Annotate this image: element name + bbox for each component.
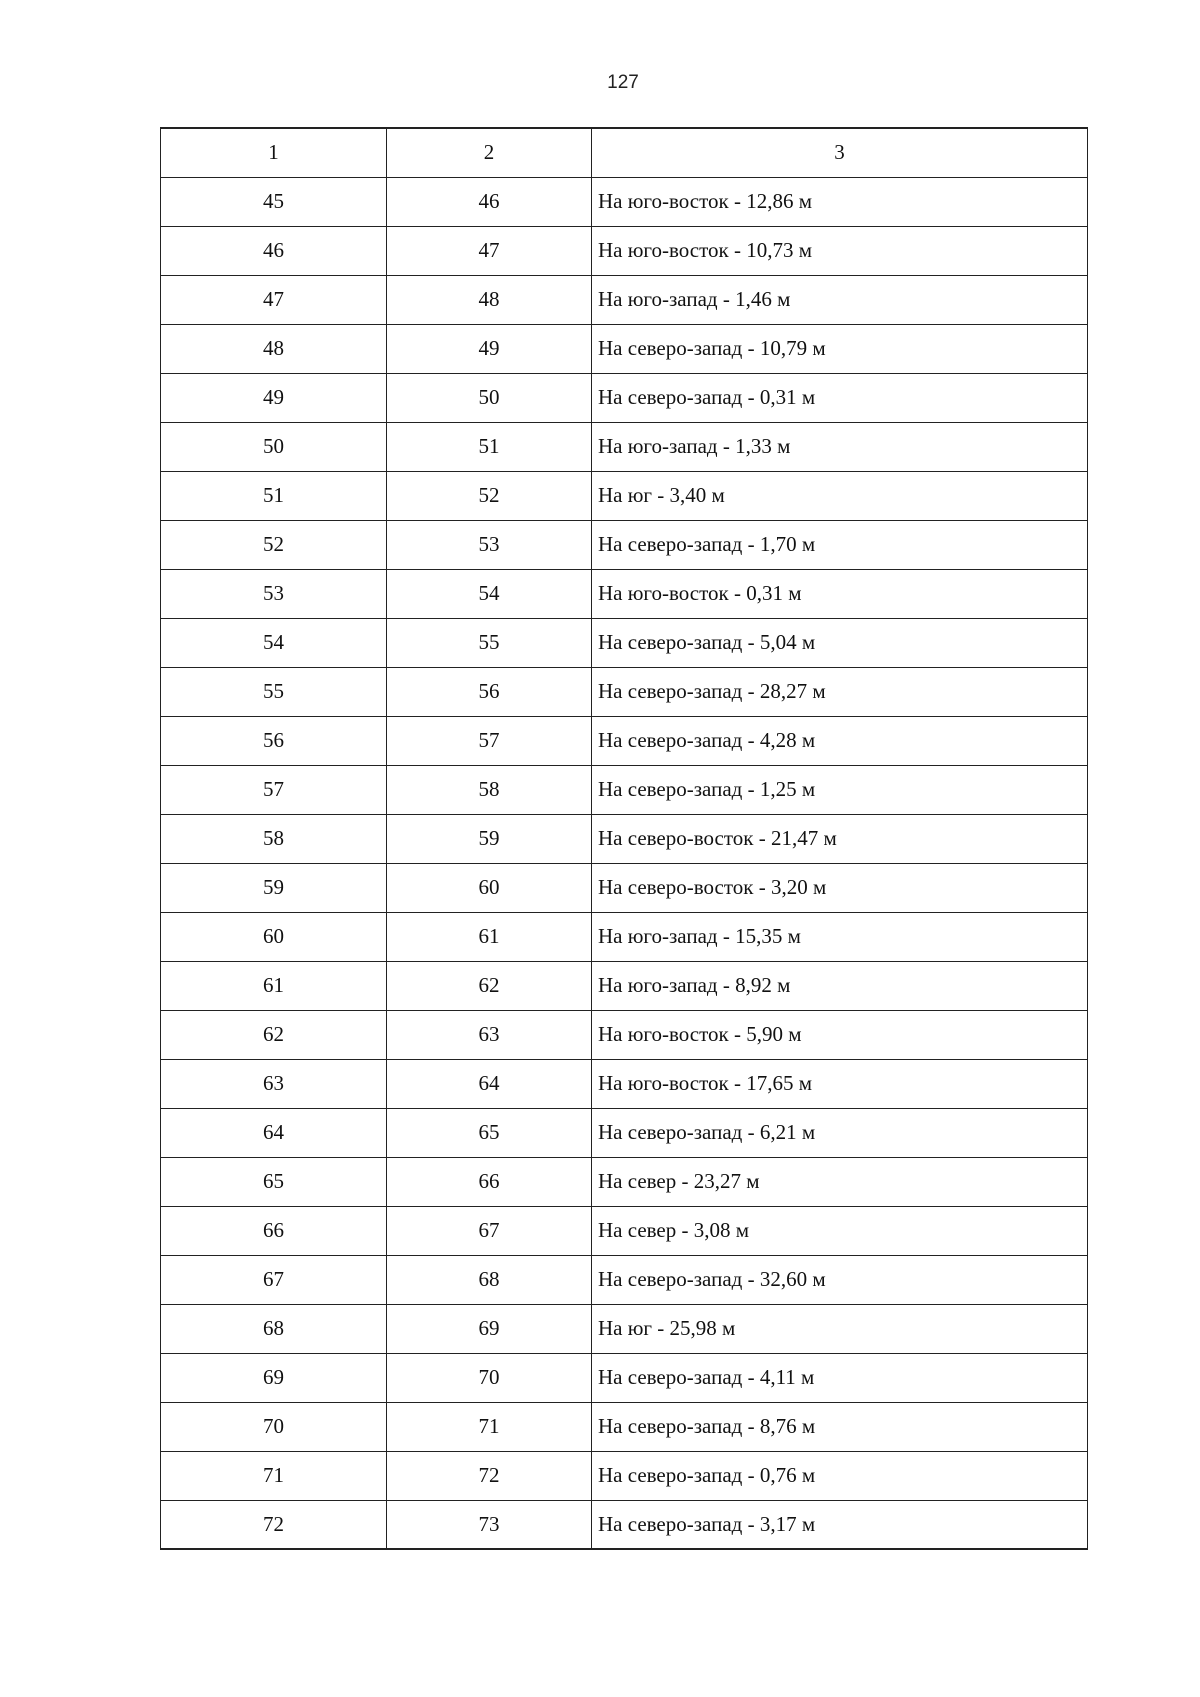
from-point-cell: 56 [161, 716, 387, 765]
from-point-cell: 60 [161, 912, 387, 961]
from-point-cell: 52 [161, 520, 387, 569]
direction-distance-cell: На северо-запад - 4,28 м [592, 716, 1088, 765]
from-point-cell: 68 [161, 1304, 387, 1353]
to-point-cell: 48 [387, 275, 592, 324]
to-point-cell: 56 [387, 667, 592, 716]
direction-distance-cell: На юго-восток - 12,86 м [592, 177, 1088, 226]
table-row [161, 226, 1088, 275]
to-point-cell: 69 [387, 1304, 592, 1353]
direction-distance-cell: На северо-запад - 8,76 м [592, 1402, 1088, 1451]
to-point-cell: 72 [387, 1451, 592, 1500]
from-point-cell: 66 [161, 1206, 387, 1255]
direction-distance-cell: На юго-восток - 10,73 м [592, 226, 1088, 275]
to-point-cell: 49 [387, 324, 592, 373]
table-row [161, 863, 1088, 912]
direction-distance-cell: На северо-восток - 3,20 м [592, 863, 1088, 912]
from-point-cell: 69 [161, 1353, 387, 1402]
direction-distance-cell: На юг - 3,40 м [592, 471, 1088, 520]
from-point-cell: 55 [161, 667, 387, 716]
to-point-cell: 46 [387, 177, 592, 226]
table-row [161, 765, 1088, 814]
direction-distance-cell: На северо-запад - 10,79 м [592, 324, 1088, 373]
to-point-cell: 55 [387, 618, 592, 667]
to-point-cell: 70 [387, 1353, 592, 1402]
from-point-cell: 63 [161, 1059, 387, 1108]
from-point-cell: 51 [161, 471, 387, 520]
to-point-cell: 50 [387, 373, 592, 422]
from-point-cell: 64 [161, 1108, 387, 1157]
table-row [161, 912, 1088, 961]
direction-distance-cell: На северо-запад - 6,21 м [592, 1108, 1088, 1157]
direction-distance-cell: На северо-запад - 3,17 м [592, 1500, 1088, 1549]
from-point-cell: 53 [161, 569, 387, 618]
direction-distance-cell: На юго-восток - 0,31 м [592, 569, 1088, 618]
direction-distance-cell: На северо-запад - 5,04 м [592, 618, 1088, 667]
direction-distance-cell: На северо-запад - 32,60 м [592, 1255, 1088, 1304]
table-row [161, 569, 1088, 618]
to-point-cell: 52 [387, 471, 592, 520]
table-row [161, 1157, 1088, 1206]
from-point-cell: 58 [161, 814, 387, 863]
table-row [161, 177, 1088, 226]
table-body [161, 128, 1088, 1549]
from-point-cell: 71 [161, 1451, 387, 1500]
to-point-cell: 66 [387, 1157, 592, 1206]
table-row [161, 1451, 1088, 1500]
direction-distance-cell: На юго-восток - 17,65 м [592, 1059, 1088, 1108]
direction-distance-cell: На юго-запад - 8,92 м [592, 961, 1088, 1010]
table-row [161, 1255, 1088, 1304]
to-point-cell: 47 [387, 226, 592, 275]
to-point-cell: 65 [387, 1108, 592, 1157]
page-number: 127 [607, 72, 639, 93]
to-point-cell: 67 [387, 1206, 592, 1255]
to-point-cell: 68 [387, 1255, 592, 1304]
table-row [161, 275, 1088, 324]
table-row [161, 422, 1088, 471]
direction-distance-cell: На север - 3,08 м [592, 1206, 1088, 1255]
to-point-cell: 64 [387, 1059, 592, 1108]
from-point-cell: 62 [161, 1010, 387, 1059]
direction-distance-cell: На северо-запад - 28,27 м [592, 667, 1088, 716]
direction-distance-cell: На северо-запад - 0,31 м [592, 373, 1088, 422]
from-point-cell: 57 [161, 765, 387, 814]
table-row [161, 471, 1088, 520]
table-row [161, 814, 1088, 863]
table-row [161, 961, 1088, 1010]
to-point-cell: 71 [387, 1402, 592, 1451]
to-point-cell: 54 [387, 569, 592, 618]
to-point-cell: 73 [387, 1500, 592, 1549]
table-row [161, 1304, 1088, 1353]
column-header-2: 2 [387, 128, 592, 177]
to-point-cell: 59 [387, 814, 592, 863]
from-point-cell: 67 [161, 1255, 387, 1304]
boundary-table [160, 127, 1088, 1550]
to-point-cell: 62 [387, 961, 592, 1010]
direction-distance-cell: На юг - 25,98 м [592, 1304, 1088, 1353]
direction-distance-cell: На северо-запад - 0,76 м [592, 1451, 1088, 1500]
column-header-1: 1 [161, 128, 387, 177]
direction-distance-cell: На юго-восток - 5,90 м [592, 1010, 1088, 1059]
table-row [161, 520, 1088, 569]
direction-distance-cell: На северо-запад - 1,25 м [592, 765, 1088, 814]
table-row [161, 716, 1088, 765]
direction-distance-cell: На юго-запад - 1,46 м [592, 275, 1088, 324]
from-point-cell: 48 [161, 324, 387, 373]
column-header-3: 3 [592, 128, 1088, 177]
direction-distance-cell: На северо-восток - 21,47 м [592, 814, 1088, 863]
table-row [161, 1353, 1088, 1402]
table-row [161, 373, 1088, 422]
table-row [161, 618, 1088, 667]
to-point-cell: 51 [387, 422, 592, 471]
table-header-row [161, 128, 1088, 177]
from-point-cell: 50 [161, 422, 387, 471]
table-row [161, 324, 1088, 373]
table-row [161, 1059, 1088, 1108]
to-point-cell: 53 [387, 520, 592, 569]
from-point-cell: 61 [161, 961, 387, 1010]
to-point-cell: 57 [387, 716, 592, 765]
direction-distance-cell: На юго-запад - 15,35 м [592, 912, 1088, 961]
from-point-cell: 72 [161, 1500, 387, 1549]
direction-distance-cell: На северо-запад - 1,70 м [592, 520, 1088, 569]
table-row [161, 1402, 1088, 1451]
from-point-cell: 70 [161, 1402, 387, 1451]
from-point-cell: 45 [161, 177, 387, 226]
table-row [161, 1500, 1088, 1549]
to-point-cell: 58 [387, 765, 592, 814]
direction-distance-cell: На север - 23,27 м [592, 1157, 1088, 1206]
table-row [161, 1108, 1088, 1157]
from-point-cell: 49 [161, 373, 387, 422]
direction-distance-cell: На юго-запад - 1,33 м [592, 422, 1088, 471]
from-point-cell: 47 [161, 275, 387, 324]
table-row [161, 1010, 1088, 1059]
table-row [161, 667, 1088, 716]
from-point-cell: 65 [161, 1157, 387, 1206]
to-point-cell: 63 [387, 1010, 592, 1059]
from-point-cell: 54 [161, 618, 387, 667]
from-point-cell: 59 [161, 863, 387, 912]
direction-distance-cell: На северо-запад - 4,11 м [592, 1353, 1088, 1402]
to-point-cell: 60 [387, 863, 592, 912]
from-point-cell: 46 [161, 226, 387, 275]
table-row [161, 1206, 1088, 1255]
to-point-cell: 61 [387, 912, 592, 961]
